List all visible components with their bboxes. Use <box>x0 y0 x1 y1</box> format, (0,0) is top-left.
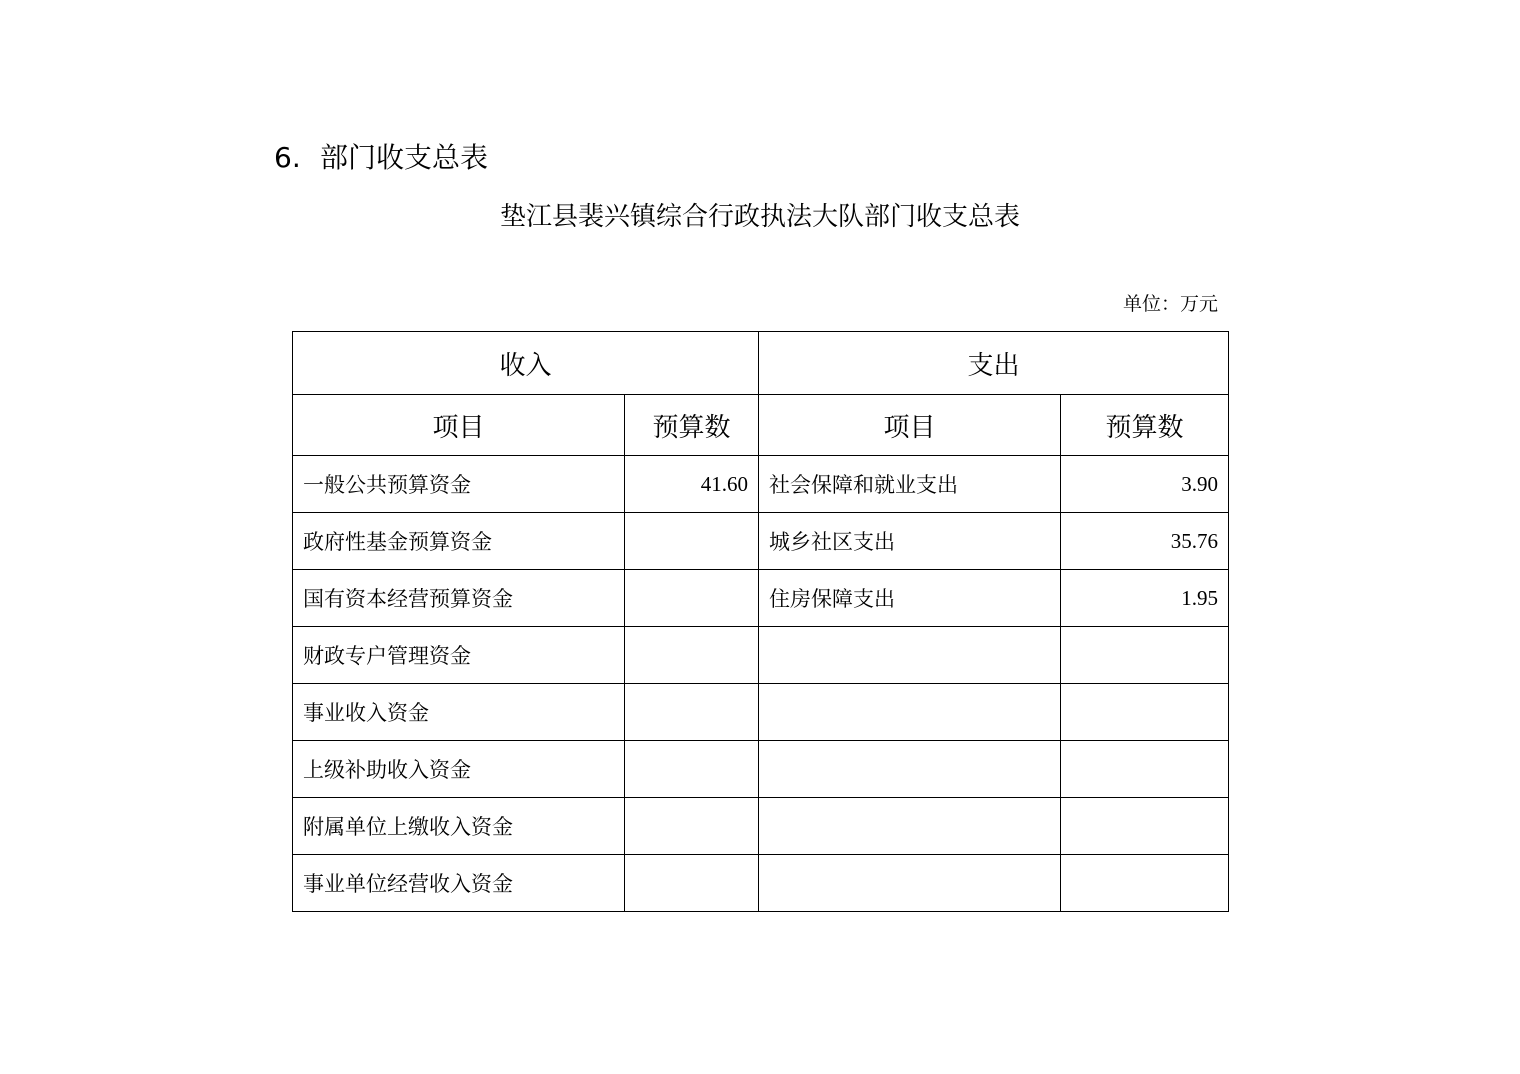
income-item-header: 项目 <box>293 395 625 456</box>
section-title: 部门收支总表 <box>320 141 489 174</box>
expense-value-cell: 3.90 <box>1061 456 1229 513</box>
income-group-header: 收入 <box>293 332 759 395</box>
income-value-cell <box>625 798 759 855</box>
income-item-cell: 一般公共预算资金 <box>293 456 625 513</box>
income-item-cell: 附属单位上缴收入资金 <box>293 798 625 855</box>
expense-item-cell <box>759 798 1061 855</box>
group-header-row <box>293 332 1229 395</box>
table-row <box>293 855 1229 912</box>
expense-item-cell <box>759 855 1061 912</box>
expense-item-cell: 住房保障支出 <box>759 570 1061 627</box>
income-item-cell: 上级补助收入资金 <box>293 741 625 798</box>
section-number: 6. <box>274 141 301 174</box>
expense-budget-header: 预算数 <box>1061 395 1229 456</box>
income-value-cell <box>625 855 759 912</box>
document-title: 垫江县裴兴镇综合行政执法大队部门收支总表 <box>499 202 1020 232</box>
unit-label: 单位：万元 <box>1122 293 1218 315</box>
expense-item-cell <box>759 627 1061 684</box>
expense-item-cell: 城乡社区支出 <box>759 513 1061 570</box>
income-item-cell: 财政专户管理资金 <box>293 627 625 684</box>
column-header-row <box>293 395 1229 456</box>
table-row <box>293 741 1229 798</box>
income-item-cell: 国有资本经营预算资金 <box>293 570 625 627</box>
expense-item-cell: 社会保障和就业支出 <box>759 456 1061 513</box>
income-value-cell: 41.60 <box>625 456 759 513</box>
income-value-cell <box>625 741 759 798</box>
income-item-cell: 事业单位经营收入资金 <box>293 855 625 912</box>
income-value-cell <box>625 627 759 684</box>
expense-value-cell: 1.95 <box>1061 570 1229 627</box>
expense-item-cell <box>759 741 1061 798</box>
table-row <box>293 684 1229 741</box>
expense-value-cell <box>1061 855 1229 912</box>
table-row <box>293 570 1229 627</box>
income-budget-header: 预算数 <box>625 395 759 456</box>
table-row <box>293 627 1229 684</box>
expense-value-cell <box>1061 684 1229 741</box>
income-value-cell <box>625 570 759 627</box>
income-item-cell: 政府性基金预算资金 <box>293 513 625 570</box>
table-row <box>293 513 1229 570</box>
expense-item-header: 项目 <box>759 395 1061 456</box>
income-expense-summary-table <box>292 331 1229 912</box>
income-value-cell <box>625 684 759 741</box>
income-item-cell: 事业收入资金 <box>293 684 625 741</box>
expense-item-cell <box>759 684 1061 741</box>
expense-value-cell <box>1061 798 1229 855</box>
section-heading <box>274 138 488 178</box>
expense-value-cell: 35.76 <box>1061 513 1229 570</box>
table-row <box>293 456 1229 513</box>
expense-value-cell <box>1061 741 1229 798</box>
expense-value-cell <box>1061 627 1229 684</box>
table-row <box>293 798 1229 855</box>
expense-group-header: 支出 <box>759 332 1229 395</box>
income-value-cell <box>625 513 759 570</box>
